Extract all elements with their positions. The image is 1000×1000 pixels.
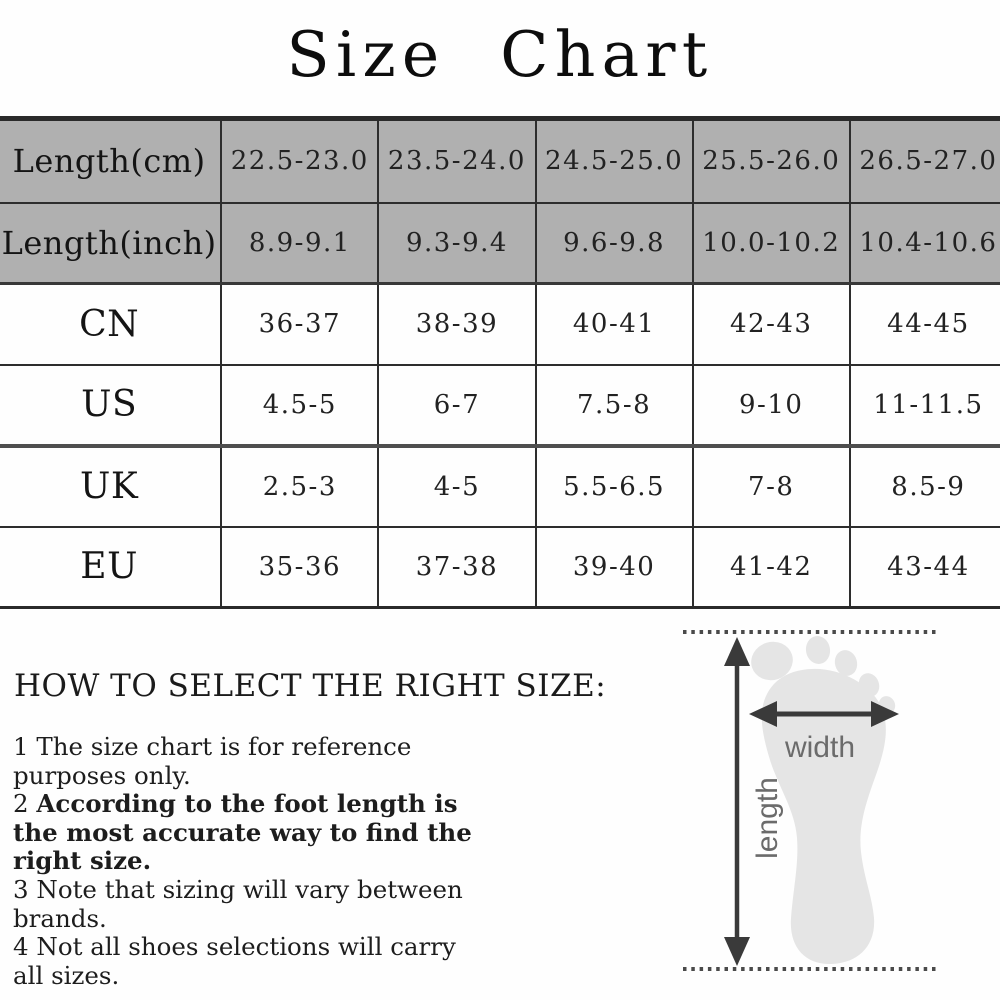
table-row-eu (0, 527, 1000, 608)
size-cell: 26.5-27.0 (850, 119, 1000, 203)
size-cell: 41-42 (693, 527, 850, 608)
row-label-cell: Length(cm) (0, 119, 221, 203)
size-cell: 10.0-10.2 (693, 203, 850, 284)
row-label-cell: US (0, 365, 221, 446)
item-text: Note that sizing will vary between brands. (13, 874, 463, 933)
size-cell: 4.5-5 (221, 365, 378, 446)
size-cell: 7-8 (693, 446, 850, 527)
size-cell: 23.5-24.0 (378, 119, 535, 203)
size-cell: 8.5-9 (850, 446, 1000, 527)
size-cell: 22.5-23.0 (221, 119, 378, 203)
size-table (0, 116, 1000, 609)
toe-2 (804, 634, 832, 666)
size-cell: 24.5-25.0 (536, 119, 693, 203)
table-row-uk (0, 446, 1000, 527)
row-label-cell: CN (0, 284, 221, 365)
row-label-cell: UK (0, 446, 221, 527)
length-label: length (751, 777, 784, 859)
foot-measure-diagram (650, 610, 1000, 1000)
size-cell: 5.5-6.5 (536, 446, 693, 527)
size-cell: 43-44 (850, 527, 1000, 608)
size-cell: 37-38 (378, 527, 535, 608)
size-cell: 38-39 (378, 284, 535, 365)
howto-item-1 (13, 733, 491, 790)
howto-item-4 (13, 933, 491, 990)
size-cell: 4-5 (378, 446, 535, 527)
row-label-cell: EU (0, 527, 221, 608)
size-cell: 42-43 (693, 284, 850, 365)
howto-list (13, 733, 491, 990)
item-number: 4 (13, 932, 29, 962)
item-number: 2 (13, 789, 29, 819)
length-arrow (724, 637, 750, 966)
item-text: Not all shoes selections will carry all sizes. (13, 932, 456, 990)
howto-heading: HOW TO SELECT THE RIGHT SIZE: (14, 668, 607, 704)
size-cell: 25.5-26.0 (693, 119, 850, 203)
item-number: 3 (13, 874, 29, 904)
size-cell: 44-45 (850, 284, 1000, 365)
page-title: Size Chart (286, 18, 714, 91)
size-cell: 35-36 (221, 527, 378, 608)
row-label-cell: Length(inch) (0, 203, 221, 284)
item-text: The size chart is for reference purposes only. (13, 732, 412, 790)
width-label: width (784, 731, 856, 764)
table-row-length-cm (0, 119, 1000, 203)
size-cell: 2.5-3 (221, 446, 378, 527)
size-cell: 10.4-10.6 (850, 203, 1000, 284)
table-row-length-inch (0, 203, 1000, 284)
howto-item-2 (13, 790, 491, 876)
table-row-cn (0, 284, 1000, 365)
size-cell: 11-11.5 (850, 365, 1000, 446)
item-number: 1 (13, 732, 29, 761)
size-cell: 7.5-8 (536, 365, 693, 446)
size-cell: 9.3-9.4 (378, 203, 535, 284)
size-cell: 8.9-9.1 (221, 203, 378, 284)
size-cell: 39-40 (536, 527, 693, 608)
size-cell: 9-10 (693, 365, 850, 446)
table-row-us (0, 365, 1000, 446)
item-text: According to the foot length is the most accurate way to find the right size. (13, 789, 472, 876)
size-cell: 40-41 (536, 284, 693, 365)
size-cell: 36-37 (221, 284, 378, 365)
size-cell: 9.6-9.8 (536, 203, 693, 284)
size-cell: 6-7 (378, 365, 535, 446)
howto-item-3 (13, 876, 491, 933)
